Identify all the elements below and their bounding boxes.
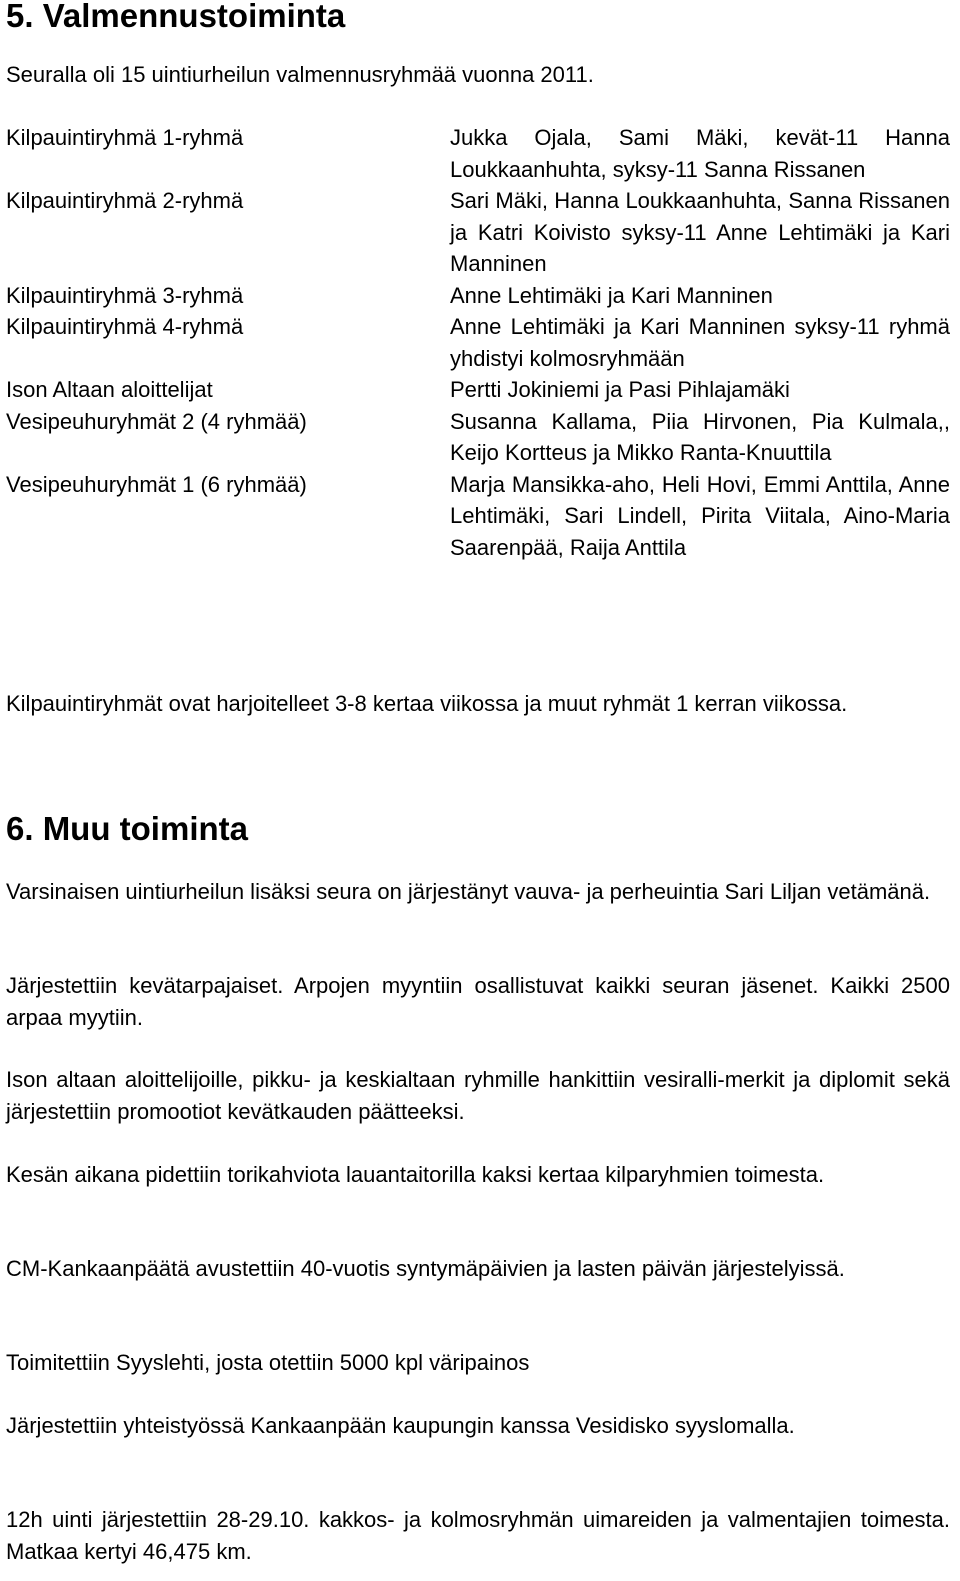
paragraph: Ison altaan aloittelijoille, pikku- ja keskialtaan ryhmille hankittiin vesiralli-merkit ja diplomit sekä järjestettiin promootiot kevätkauden päätteeksi. bbox=[6, 1067, 950, 1124]
group-name: Kilpauintiryhmä 3-ryhmä bbox=[6, 282, 244, 308]
paragraph: Järjestettiin kevätarpajaiset. Arpojen myyntiin osallistuvat kaikki seuran jäsenet. Kaikki 2500 arpaa myytiin. bbox=[6, 973, 950, 1030]
group-coaches: Anne Lehtimäki ja Kari Manninen syksy-11 ryhmä yhdistyi kolmosryhmään bbox=[450, 314, 950, 371]
paragraph: Varsinaisen uintiurheilun lisäksi seura on järjestänyt vauva- ja perheuintia Sari Liljan vetämänä. bbox=[6, 879, 931, 904]
group-coaches: Anne Lehtimäki ja Kari Manninen bbox=[450, 282, 773, 308]
section-5-heading: 5. Valmennustoiminta bbox=[6, 0, 346, 34]
group-coaches: Marja Mansikka-aho, Heli Hovi, Emmi Anttila, Anne Lehtimäki, Sari Lindell, Pirita Viitala, Aino-Maria Saarenpää, Raija Anttila bbox=[450, 471, 950, 560]
paragraph: Kesän aikana pidettiin torikahviota lauantaitorilla kaksi kertaa kilparyhmien toimesta. bbox=[6, 1162, 825, 1187]
section-5-intro: Seuralla oli 15 uintiurheilun valmennusryhmää vuonna 2011. bbox=[6, 62, 594, 87]
paragraph: 12h uinti järjestettiin 28-29.10. kakkos- ja kolmosryhmän uimareiden ja valmentajien toimesta. Matkaa kertyi 46,475 km. bbox=[6, 1507, 950, 1564]
group-name: Ison Altaan aloittelijat bbox=[6, 377, 213, 402]
group-coaches: Pertti Jokiniemi ja Pasi Pihlajamäki bbox=[450, 377, 790, 402]
coaching-groups-table bbox=[6, 122, 950, 563]
training-paragraph: Kilpauintiryhmät ovat harjoitelleet 3-8 kertaa viikossa ja muut ryhmät 1 kerran viikossa. bbox=[6, 691, 848, 716]
section-6-heading: 6. Muu toiminta bbox=[6, 810, 248, 847]
group-coaches: Susanna Kallama, Piia Hirvonen, Pia Kulmala,, Keijo Kortteus ja Mikko Ranta-Knuuttila bbox=[450, 408, 950, 465]
group-coaches: Jukka Ojala, Sami Mäki, kevät-11 Hanna Loukkaanhuhta, syksy-11 Sanna Rissanen bbox=[450, 125, 950, 182]
paragraph: Toimitettiin Syyslehti, josta otettiin 5000 kpl väripainos bbox=[6, 1350, 530, 1375]
group-name: Vesipeuhuryhmät 2 (4 ryhmää) bbox=[6, 408, 307, 434]
paragraph: Järjestettiin yhteistyössä Kankaanpään kaupungin kanssa Vesidisko syyslomalla. bbox=[6, 1413, 795, 1438]
group-name: Kilpauintiryhmä 4-ryhmä bbox=[6, 314, 244, 339]
group-coaches: Sari Mäki, Hanna Loukkaanhuhta, Sanna Rissanen ja Katri Koivisto syksy-11 Anne Lehtimäki ja Kari Manninen bbox=[450, 188, 950, 276]
group-name: Vesipeuhuryhmät 1 (6 ryhmää) bbox=[6, 471, 307, 497]
group-name: Kilpauintiryhmä 1-ryhmä bbox=[6, 125, 244, 150]
group-name: Kilpauintiryhmä 2-ryhmä bbox=[6, 188, 244, 213]
paragraph: CM-Kankaanpäätä avustettiin 40-vuotis syntymäpäivien ja lasten päivän järjestelyissä. bbox=[6, 1256, 845, 1281]
